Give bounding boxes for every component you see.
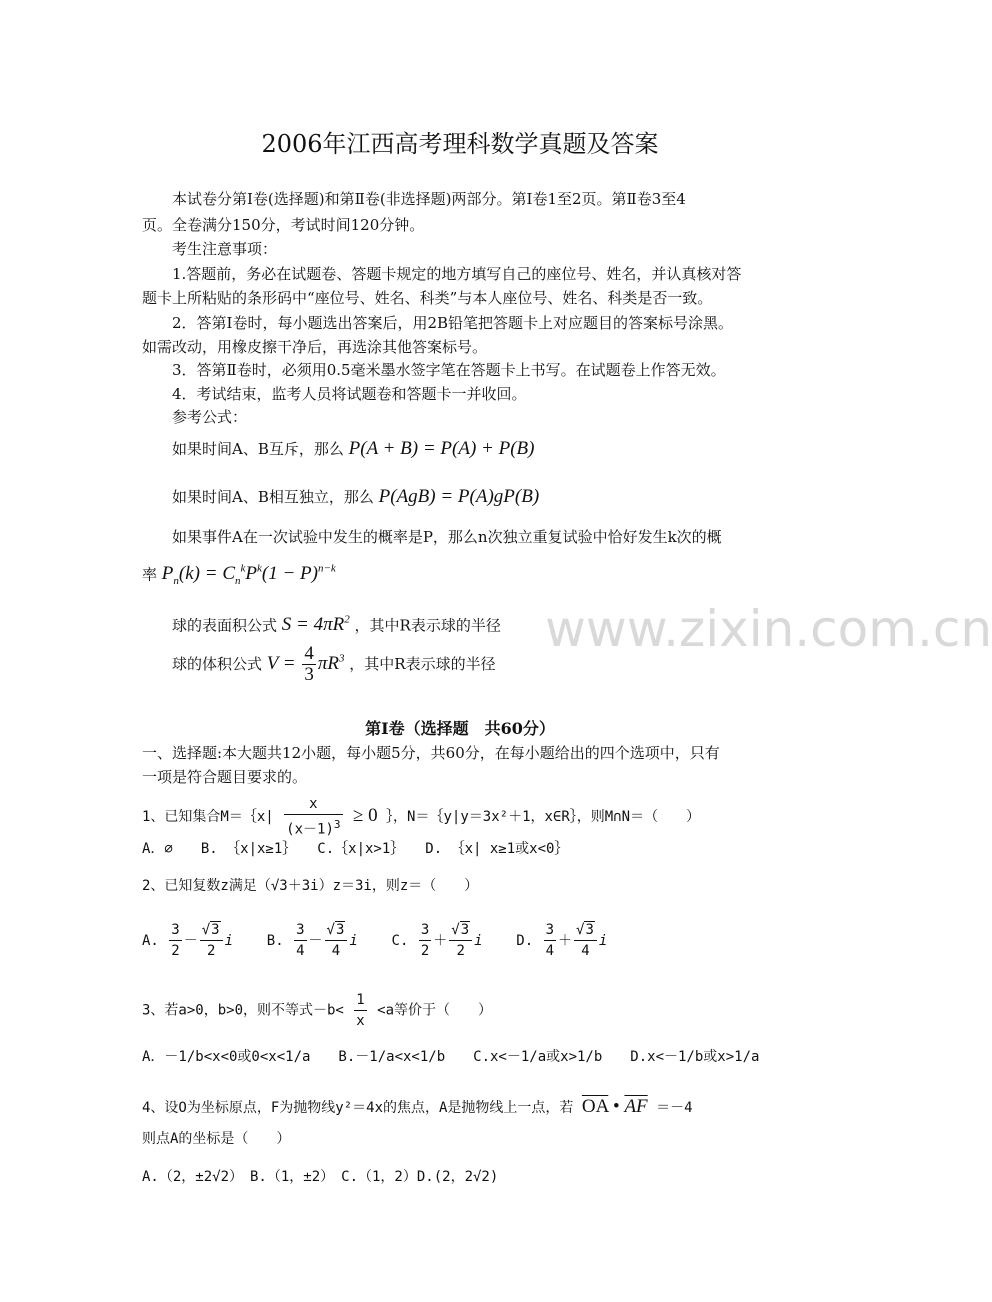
watermark: www.zixin.com.cn	[545, 600, 992, 658]
q2-option-d: D. $\frac{3}{4}$ ＋ $\frac{√3}{4}$ i	[516, 922, 608, 959]
notice-3: 3．答第Ⅱ卷时，必须用0.5毫米墨水签字笔在答题卡上书写。在试题卷上作答无效。	[172, 361, 726, 379]
q1-fraction: $\frac{x}{(x-1)^3}$	[286, 796, 341, 838]
question-2-options	[142, 920, 607, 961]
q2-option-a: A. $\frac{3}{2}$ － $\frac{√3}{2}$ i	[142, 922, 234, 959]
notice-2b: 如需改动，用橡皮擦干净后，再选涂其他答案标号。	[142, 338, 488, 356]
question-3-stem: 3、若a>0，b>0，则不等式－b< $\frac{1}{x}$ <a等价于（ ）	[142, 992, 493, 1029]
q3-stem-b: <a等价于（ ）	[377, 1002, 493, 1019]
q2-option-b: B. $\frac{3}{4}$ － $\frac{√3}{4}$ i	[266, 922, 358, 959]
q1-geq: ≥ 0	[352, 804, 378, 826]
question-4-stem	[142, 1096, 693, 1118]
question-1-options: A．∅ B. ｛x|x≥1｝ C.｛x|x>1｝ D. ｛x| x≥1或x<0｝	[142, 841, 569, 857]
q4-stem-b: ＝－4	[656, 1100, 693, 1116]
q3-stem-a: 3、若a>0，b>0，则不等式－b<	[142, 1002, 344, 1019]
formula-binomial-math: $P_n(k) = C_n^kP^k(1 - P)^{n-k}$	[161, 563, 336, 588]
q2-option-c: C. $\frac{3}{2}$ ＋ $\frac{√3}{2}$ i	[391, 922, 483, 959]
question-2-stem: 2、已知复数z满足（√3＋3i）z＝3i，则z＝（ ）	[142, 878, 479, 894]
question-3-options: A．－1/b<x<0或0<x<1/a B.－1/a<x<1/b C.x<－1/a或x>1/b D.x<－1/b或x>1/a	[142, 1049, 760, 1065]
notice-2a: 2．答第Ⅰ卷时，每小题选出答案后，用2B铅笔把答题卡上对应题目的答案标号涂黑。	[172, 314, 734, 332]
formula-exclusive	[172, 436, 534, 462]
q1-mid: ｝，N＝｛y|y＝3x²＋1，x∈R｝，则M∩N＝（ ）	[386, 808, 701, 825]
sphere-volume-tail: ，其中R表示球的半径	[349, 654, 496, 673]
intro-line-2: 页。全卷满分150分，考试时间120分钟。	[142, 216, 425, 234]
sphere-area-math: $S = 4\pi R^2$	[281, 614, 350, 636]
formula-sphere-area	[172, 607, 501, 638]
section-title: 第Ⅰ卷（选择题 共60分）	[365, 719, 555, 738]
sphere-area-tail: ，其中R表示球的半径	[354, 616, 501, 635]
formula-binomial-text: 如果事件A在一次试验中发生的概率是P，那么n次独立重复试验中恰好发生k次的概	[172, 528, 722, 546]
formula-independent-math: P(AgB) = P(A)gP(B)	[378, 486, 540, 507]
formula-independent-text: 如果时间A、B相互独立，那么	[172, 488, 374, 506]
sphere-volume-math: V = $\frac{4}{3}$ $\pi R^3$	[266, 643, 345, 685]
instructions-line-2: 一项是符合题目要求的。	[142, 768, 308, 786]
formula-binomial	[142, 556, 336, 594]
formula-exclusive-text: 如果时间A、B互斥，那么	[172, 440, 344, 458]
reference-heading: 参考公式：	[172, 408, 248, 426]
formula-binomial-lead: 率	[142, 565, 158, 584]
notice-1b: 题卡上所粘贴的条形码中“座位号、姓名、科类”与本人座位号、姓名、科类是否一致。	[142, 289, 713, 307]
formula-independent	[172, 484, 539, 510]
notice-4: 4．考试结束，监考人员将试题卷和答题卡一并收回。	[172, 385, 527, 403]
sphere-area-text: 球的表面积公式	[172, 616, 278, 635]
page-title: 2006年江西高考理科数学真题及答案	[261, 130, 659, 158]
notice-1a: 1.答题前，务必在试题卷、答题卡规定的地方填写自己的座位号、姓名，并认真核对答	[172, 265, 742, 283]
question-4-options: A.（2，±2√2） B.（1，±2） C.（1，2）D.(2，2√2)	[142, 1169, 499, 1185]
q4-vectors: $\overline{OA}$ • $\overline{AF}$	[581, 1096, 648, 1117]
formula-exclusive-math: P(A + B) = P(A) + P(B)	[348, 438, 535, 459]
question-1-stem	[142, 794, 700, 840]
intro-line-1: 本试卷分第Ⅰ卷(选择题)和第Ⅱ卷(非选择题)两部分。第Ⅰ卷1至2页。第Ⅱ卷3至4	[172, 190, 686, 208]
formula-sphere-volume	[172, 644, 496, 685]
sphere-volume-text: 球的体积公式	[172, 654, 263, 673]
question-4-stem-2: 则点A的坐标是（ ）	[142, 1131, 291, 1147]
notice-heading: 考生注意事项：	[172, 240, 278, 258]
q1-lead: 1、已知集合M＝｛x|	[142, 808, 274, 825]
q4-stem-a: 4、设O为坐标原点，F为抛物线y²＝4x的焦点，A是抛物线上一点，若	[142, 1100, 574, 1116]
instructions-line-1: 一、选择题:本大题共12小题，每小题5分，共60分，在每小题给出的四个选项中，只有	[142, 744, 720, 762]
